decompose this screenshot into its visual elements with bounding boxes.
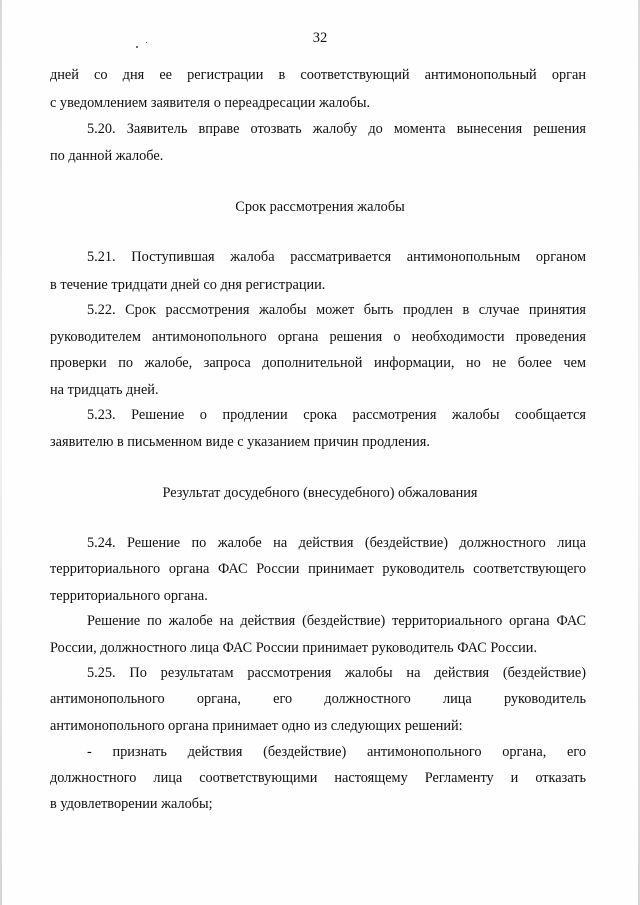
text-line: России, должностного лица ФАС России принимает руководитель ФАС России.: [50, 640, 538, 656]
page-number: 32: [312, 30, 328, 46]
text-line: Решение по жалобе на действия (бездействие) территориального органа ФАС: [87, 613, 586, 629]
text-line: антимонопольного органа, его должностного лица руководитель: [50, 691, 586, 707]
text-line: с уведомлением заявителя о переадресации жалобы.: [50, 95, 371, 111]
text-line: антимонопольного органа принимает одно из следующих решений:: [50, 718, 463, 734]
text-line: территориального органа ФАС России принимает руководитель соответствующего: [50, 561, 586, 577]
text-line: 5.24. Решение по жалобе на действия (бездействие) должностного лица: [87, 535, 586, 551]
text-line: в удовлетворении жалобы;: [50, 796, 213, 812]
list-item: - признать действия (бездействие) антимонопольного органа, его: [87, 744, 586, 760]
text-line: на тридцать дней.: [50, 382, 159, 398]
section-heading: Срок рассмотрения жалобы: [235, 199, 405, 215]
text-line: проверки по жалобе, запроса дополнительной информации, но не более чем: [50, 355, 586, 371]
text-line: территориального органа.: [50, 588, 208, 604]
text-line: должностного лица соответствующими настоящему Регламенту и отказать: [50, 770, 586, 786]
scan-edge-left: [0, 0, 2, 905]
text-line: 5.23. Решение о продлении срока рассмотрения жалобы сообщается: [87, 407, 586, 423]
text-line: по данной жалобе.: [50, 148, 164, 164]
scan-speck: [136, 46, 138, 48]
scan-speck: [146, 42, 147, 43]
text-line: 5.22. Срок рассмотрения жалобы может быть продлен в случае принятия: [87, 302, 586, 318]
text-line: заявителю в письменном виде с указанием причин продления.: [50, 434, 430, 450]
text-line: руководителем антимонопольного органа решения о необходимости проведения: [50, 329, 586, 345]
text-line: 5.21. Поступившая жалоба рассматривается антимонопольным органом: [87, 249, 586, 265]
text-line: дней со дня ее регистрации в соответствующий антимонопольный орган: [50, 67, 586, 83]
text-line: в течение тридцати дней со дня регистрации.: [50, 277, 326, 293]
section-heading: Результат досудебного (внесудебного) обжалования: [162, 485, 478, 501]
text-line: 5.20. Заявитель вправе отозвать жалобу до момента вынесения решения: [87, 121, 586, 137]
text-line: 5.25. По результатам рассмотрения жалобы на действия (бездействие): [87, 665, 586, 681]
